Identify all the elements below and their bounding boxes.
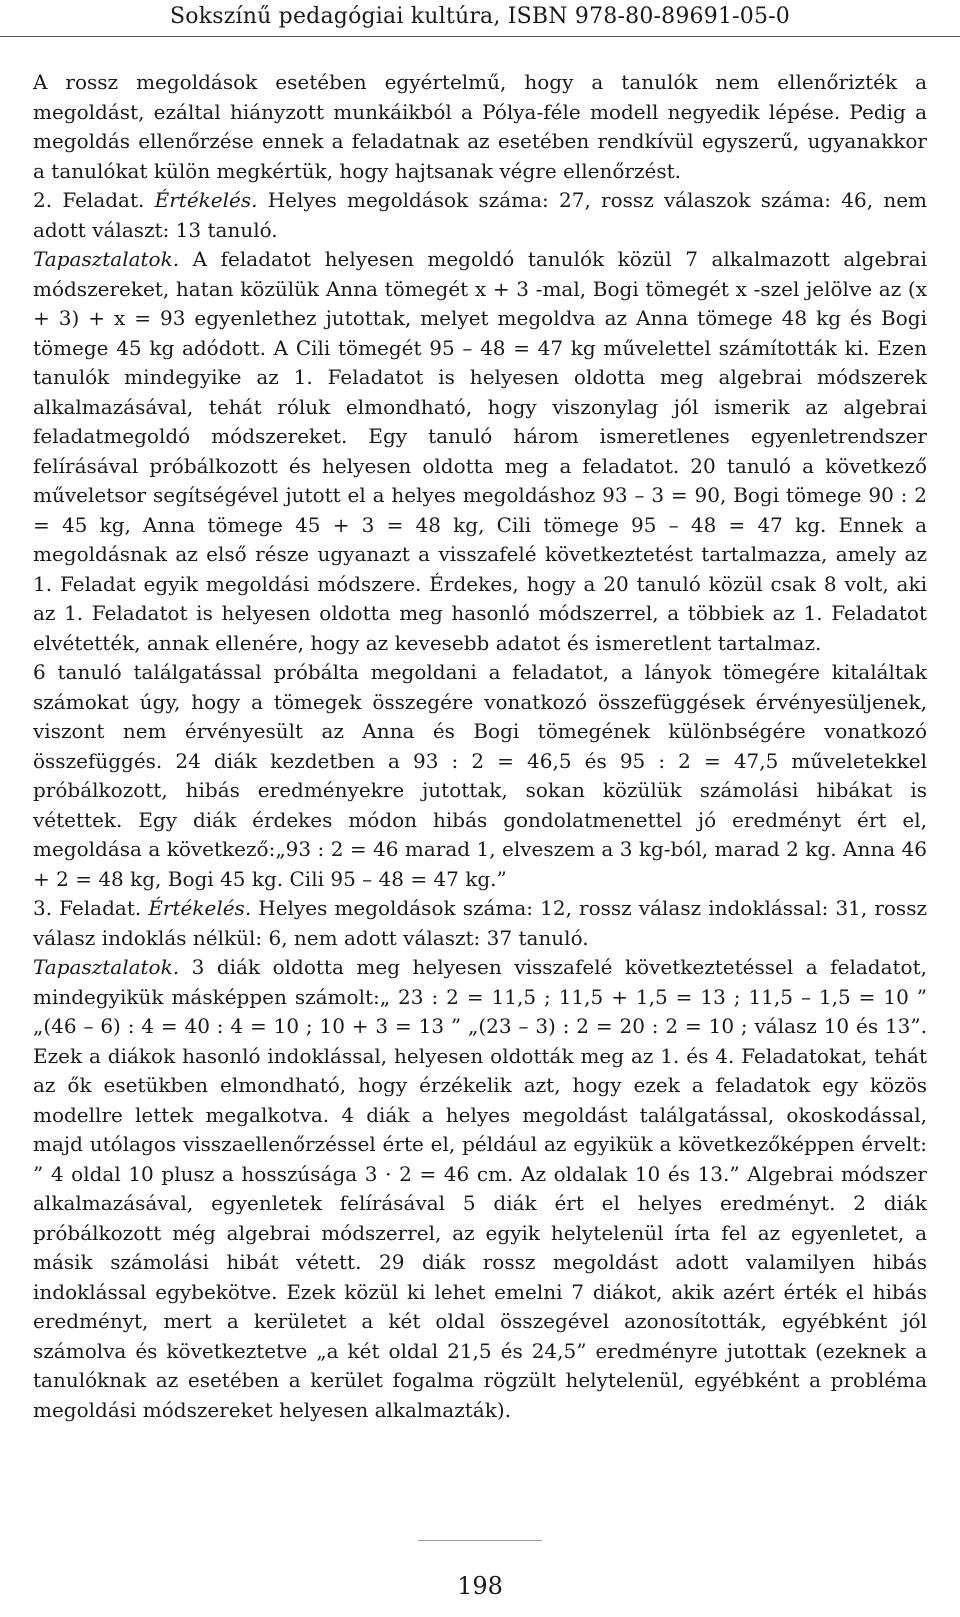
task2-lead: 2. Feladat. <box>33 188 155 212</box>
task2-experiences-text: A feladatot helyesen megoldó tanulók közül 7 alkalmazott algebrai módszereket, hatan közülük Anna tömegét x + 3 -mal, Bogi tömegét x -szel jelölve az (x + 3) + x = 93 egyenlethez jutottak, melyet megoldva az Anna tömege 48 kg és Bogi tömege 45 kg adódott. A Cili tömegét 95 – 48 = 47 kg művelettel számították ki. Ezen tanulók mindegyike az 1. Feladatot is helyesen oldotta meg algebrai módszerek alkalmazásával, tehát róluk elmondható, hogy viszonylag jól ismerik az algebrai feladatmegoldó módszereket. Egy tanuló három ismeretlenes egyenletrendszer felírásával próbálkozott és helyesen oldotta meg a feladatot. 20 tanuló a következő műveletsor segítségével jutott el a helyes megoldáshoz 93 – 3 = 90, Bogi tömege 90 : 2 = 45 kg, Anna tömege 45 + 3 = 48 kg, Cili tömege 95 – 48 = 47 kg. Ennek a megoldásnak az első része ugyanazt a visszafelé következtetést tartalmazza, amely az 1. Feladat egyik megoldási módszere. Érdekes, hogy a 20 tanuló közül csak 8 volt, aki az 1. Feladatot is helyesen oldotta meg hasonló módszerrel, a többiek az 1. Feladatot elvétették, annak ellenére, hogy az kevesebb adatot és ismeretlent tartalmaz. <box>33 247 927 655</box>
header-divider <box>0 36 960 37</box>
page-body <box>33 68 927 1425</box>
paragraph-guessing: 6 tanuló találgatással próbálta megoldani a feladatot, a lányok tömegére kitaláltak számokat úgy, hogy a tömegek összegére vonatkozó összefüggések érvényesüljenek, viszont nem érvényesült az Anna és Bogi tömegének különbségére vonatkozó összefüggés. 24 diák kezdetben a 93 : 2 = 46,5 és 95 : 2 = 47,5 műveletekkel próbálkozott, hibás eredményekre jutottak, sokan közülük számolási hibákat is vétettek. Egy diák érdekes módon hibás gondolatmenettel jó eredményt ért el, megoldása a következő:„93 : 2 = 46 marad 1, elveszem a 3 kg-ból, marad 2 kg. Anna 46 + 2 = 48 kg, Bogi 45 kg. Cili 95 – 48 = 47 kg.” <box>33 660 927 891</box>
running-header: Sokszínű pedagógiai kultúra, ISBN 978-80-89691-05-0 <box>169 4 791 29</box>
task2-experiences-label: Tapasztalatok. <box>33 247 180 271</box>
paragraph-task2-evaluation <box>33 186 927 245</box>
paragraph-task3-experiences <box>33 953 927 1425</box>
paragraph-solution-check: A rossz megoldások esetében egyértelmű, hogy a tanulók nem ellenőrizték a megoldást, ezáltal hiányzott munkáikból a Pólya-féle modell negyedik lépése. Pedig a megoldás ellenőrzése ennek a feladatnak az esetében rendkívül egyszerű, ugyanakkor a tanulókat külön megkértük, hogy hajtsanak végre ellenőrzést. <box>33 70 927 183</box>
paragraph-task3-evaluation <box>33 894 927 953</box>
task2-evaluation-label: Értékelés. <box>154 188 258 212</box>
page-number: 198 <box>457 1572 503 1600</box>
task3-lead: 3. Feladat. <box>33 896 149 920</box>
paragraph-task2-experiences <box>33 245 927 658</box>
task3-experiences-label: Tapasztalatok. <box>33 955 180 979</box>
task3-evaluation-label: Értékelés. <box>148 896 252 920</box>
task3-experiences-text: 3 diák oldotta meg helyesen visszafelé következtetéssel a feladatot, mindegyikük másképpen számolt:„ 23 : 2 = 11,5 ; 11,5 + 1,5 = 13 ; 11,5 – 1,5 = 10 ” „(46 – 6) : 4 = 40 : 4 = 10 ; 10 + 3 = 13 ” „(23 – 3) : 2 = 20 : 2 = 10 ; válasz 10 és 13”. Ezek a diákok hasonló indoklással, helyesen oldották meg az 1. és 4. Feladatokat, tehát az ők esetükben elmondható, hogy érzékelik azt, hogy ezek a feladatok egy közös modellre lettek megalkotva. 4 diák a helyes megoldást találgatással, okoskodással, majd utólagos visszaellenőrzéssel érte el, például az egyikük a következőképpen érvelt: ” 4 oldal 10 plusz a hosszúsága 3 · 2 = 46 cm. Az oldalak 10 és 13.” Algebrai módszer alkalmazásával, egyenletek felírásával 5 diák ért el helyes eredményt. 2 diák próbálkozott még algebrai módszerrel, az egyik helytelenül írta fel az egyenletet, a másik számolási hibát vétett. 29 diák rossz megoldást adott valamilyen hibás indoklással egybekötve. Ezek közül ki lehet emelni 7 diákot, akik azért érték el hibás eredményt, mert a kerületet a két oldal összegével azonosították, egyébként jól számolva és következtetve „a két oldal 21,5 és 24,5” eredményre jutottak (ezeknek a tanulóknak az esetében a kerület fogalma rögzült helytelenül, egyébként a probléma megoldási módszereket helyesen alkalmazták). <box>33 955 927 1422</box>
footer-divider <box>418 1540 542 1541</box>
task2-evaluation-text: Helyes megoldások száma: 27, rossz válaszok száma: 46, nem adott választ: 13 tanuló. <box>33 188 928 242</box>
task3-evaluation-text: Helyes megoldások száma: 12, rossz válasz indoklással: 31, rossz válasz indoklás nélkül: 6, nem adott választ: 37 tanuló. <box>33 896 927 950</box>
